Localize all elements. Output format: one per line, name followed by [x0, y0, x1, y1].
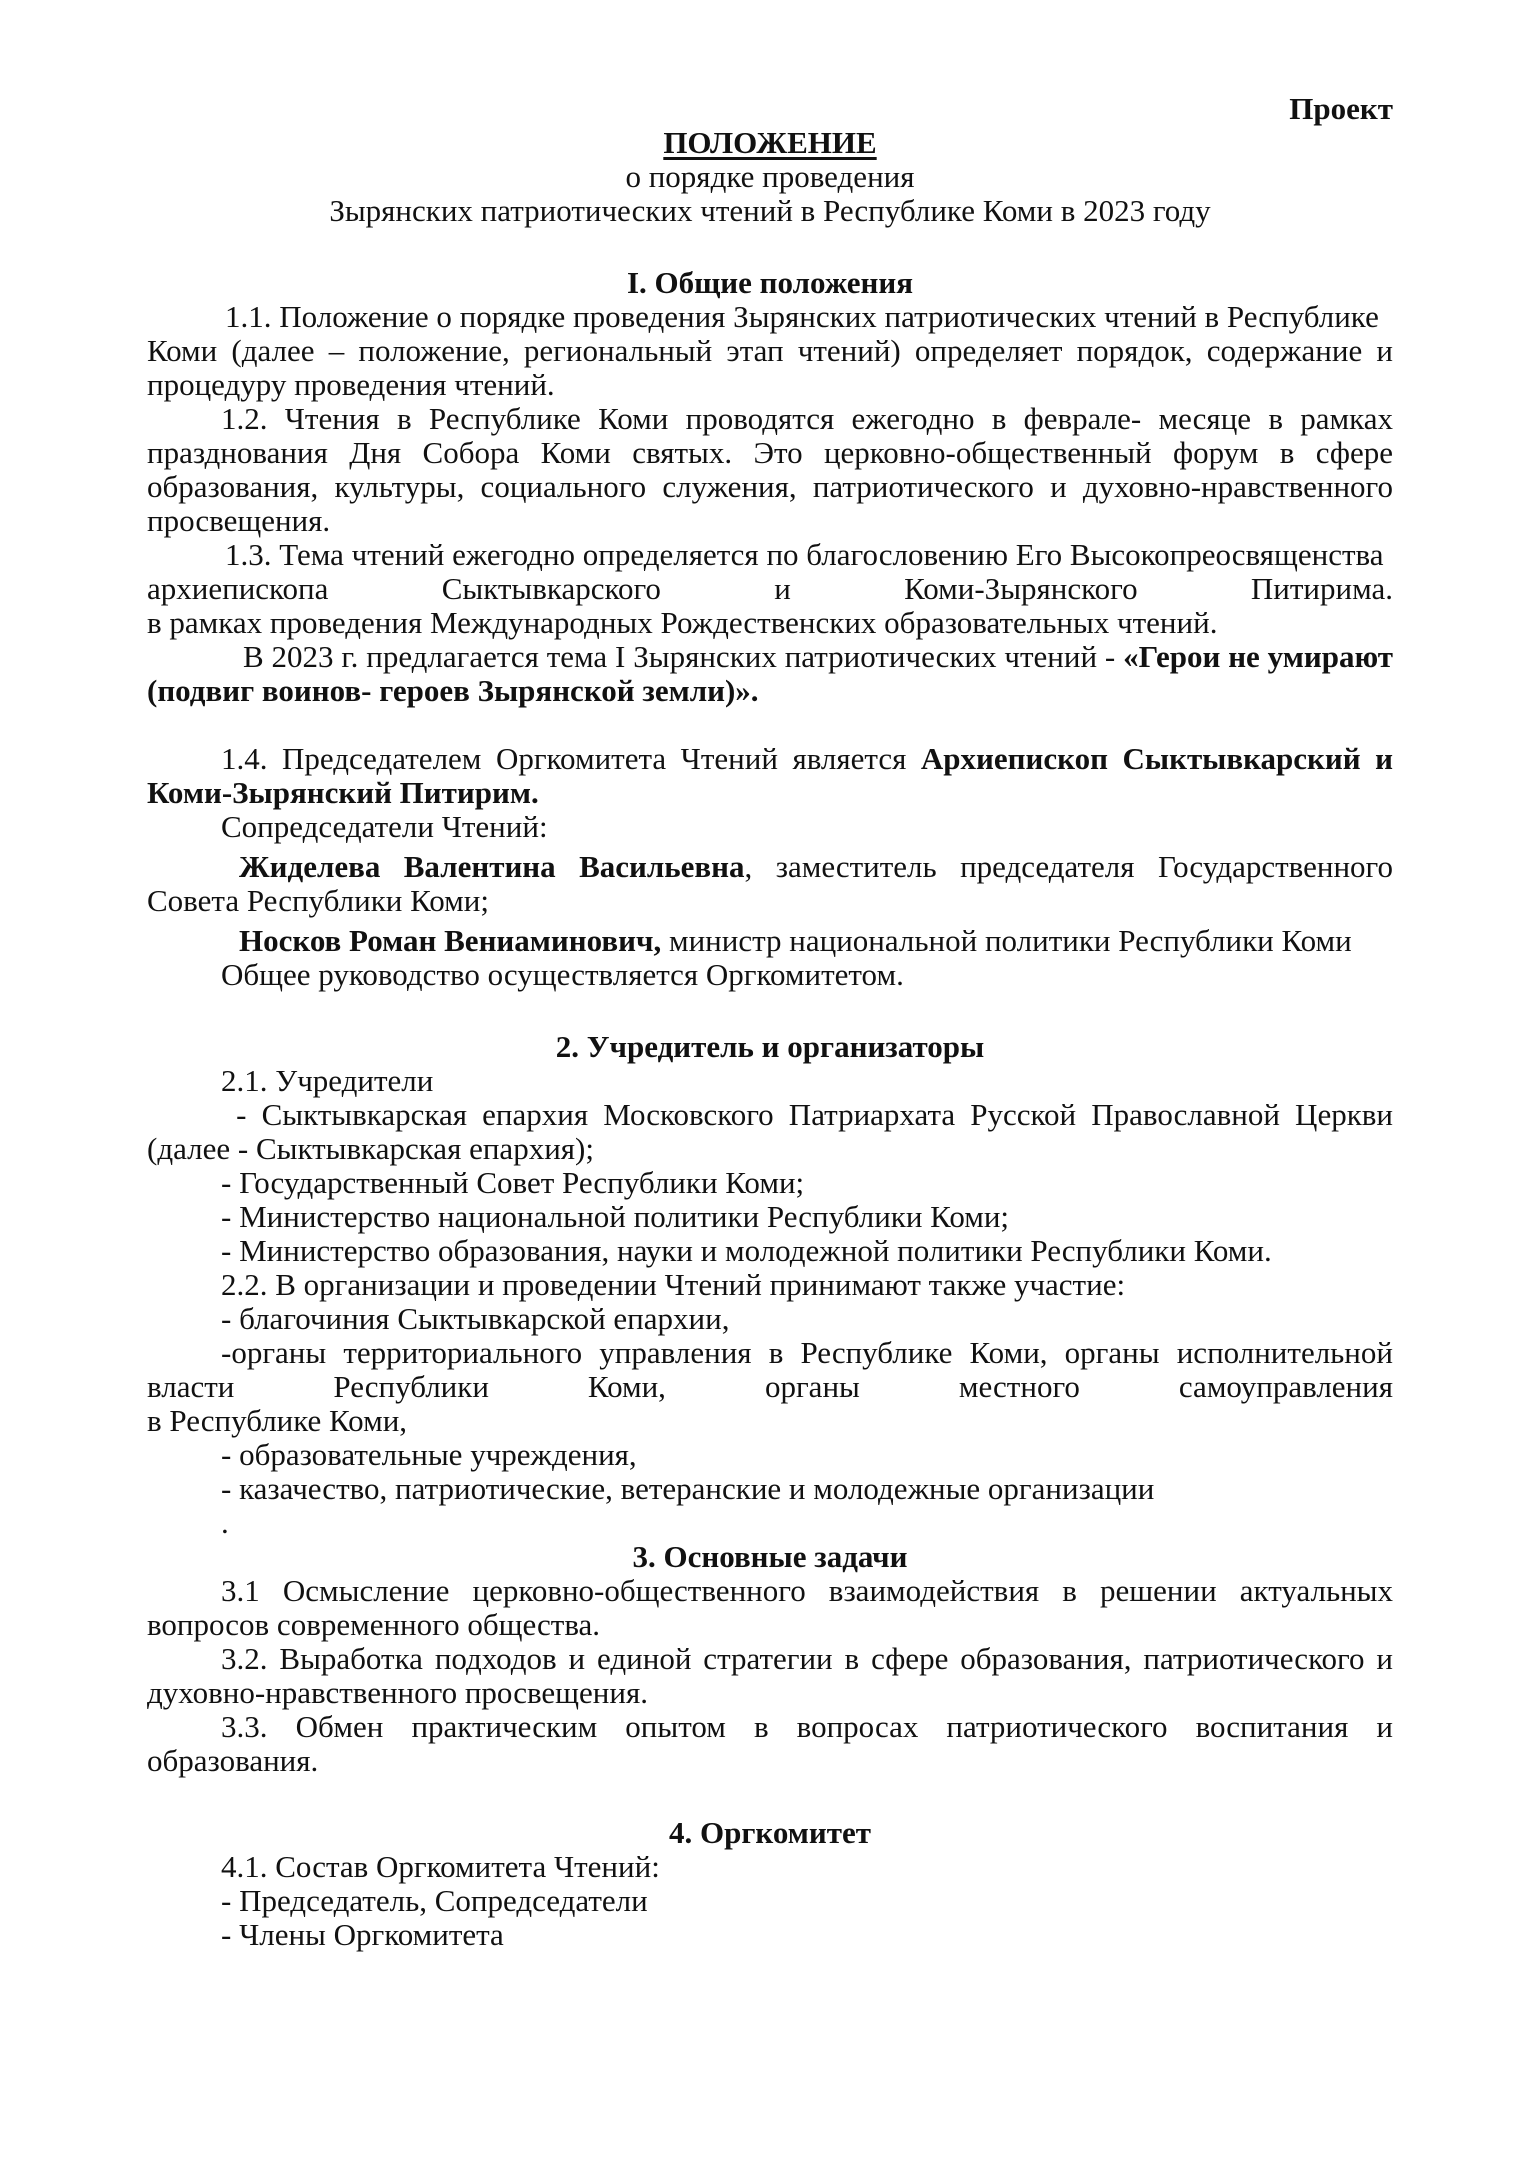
founder-1-line-1: - Сыктывкарская епархия Московского Патриархата Русской Православной Церкви [221, 1097, 1393, 1132]
theme-title: «Герои не умирают (подвиг воинов- героев Зырянской земли)». [147, 639, 1393, 708]
theme-intro: В 2023 г. предлагается тема I Зырянских патриотических чтений - [243, 639, 1124, 674]
document-subtitle-2: Зырянских патриотических чтений в Республике Коми в 2023 году [329, 193, 1211, 228]
para-1-1-line-1: 1.1. Положение о порядке проведения Зырянских патриотических чтений в Республике [225, 299, 1379, 334]
para-1-3-line-1: 1.3. Тема чтений ежегодно определяется по благословению Его Высокопреосвященства [225, 537, 1384, 572]
section-2-heading: 2. Учредитель и организаторы [555, 1029, 985, 1064]
section-4-heading: 4. Оргкомитет [669, 1815, 871, 1850]
co-chair-1 [147, 850, 1393, 918]
organizer-1: - благочиния Сыктывкарской епархии, [221, 1301, 730, 1336]
project-label: Проект [1289, 91, 1393, 126]
founder-2: - Государственный Совет Республики Коми; [221, 1165, 805, 1200]
organizer-3: - образовательные учреждения, [221, 1437, 637, 1472]
para-1-1-line-2: Коми (далее – положение, региональный этап чтений) определяет порядок, содержание и [147, 333, 1393, 368]
para-1-3-line-3: в рамках проведения Международных Рождественских образовательных чтений. [147, 605, 1218, 640]
theme-paragraph [147, 640, 1393, 708]
para-3-2: 3.2. Выработка подходов и единой стратегии в сфере образования, патриотического и духовно-нравственного просвещения. [147, 1641, 1393, 1710]
co-chair-2-role: министр национальной политики Республики Коми [661, 923, 1352, 958]
title-text: ПОЛОЖЕНИЕ [663, 125, 877, 160]
co-chair-2 [147, 924, 1393, 958]
stray-dot: . [221, 1505, 229, 1540]
founder-3: - Министерство национальной политики Республики Коми; [221, 1199, 1010, 1234]
document-title [147, 126, 1393, 160]
co-chair-2-name: Носков Роман Вениаминович, [239, 923, 662, 958]
document-subtitle-1: о порядке проведения [625, 159, 915, 194]
co-chairs-label: Сопредседатели Чтений: [221, 809, 548, 844]
general-management: Общее руководство осуществляется Оргкомитетом. [221, 957, 904, 992]
chairman-name: Архиепископ Сыктывкарский и Коми-Зырянский Питирим. [147, 741, 1393, 810]
para-1-3-line-2: архиепископа Сыктывкарского и Коми-Зырянского Питирима. [147, 571, 1393, 606]
para-2-2: 2.2. В организации и проведении Чтений принимают также участие: [221, 1267, 1126, 1302]
founder-1-line-2: (далее - Сыктывкарская епархия); [147, 1131, 594, 1166]
organizer-2-line-2: власти Республики Коми, органы местного самоуправления [147, 1369, 1393, 1404]
co-chair-1-name: Жиделева Валентина Васильевна [239, 849, 745, 884]
document-body [147, 92, 1393, 1952]
organizer-2-line-3: в Республике Коми, [147, 1403, 408, 1438]
para-1-1-line-3: процедуру проведения чтений. [147, 367, 555, 402]
committee-item-2: - Члены Оргкомитета [221, 1917, 504, 1952]
co-chair-1-role: , заместитель председателя Государственного Совета Республики Коми; [147, 849, 1393, 918]
organizer-2-line-1: -органы территориального управления в Республике Коми, органы исполнительной [221, 1335, 1393, 1370]
committee-item-1: - Председатель, Сопредседатели [221, 1883, 648, 1918]
organizer-4: - казачество, патриотические, ветеранские и молодежные организации [221, 1471, 1155, 1506]
para-1-4 [147, 742, 1393, 810]
para-1-2: 1.2. Чтения в Республике Коми проводятся ежегодно в феврале- месяце в рамках празднования Дня Собора Коми святых. Это церковно-общественный форум в сфере образования, культуры, социального служения, патриотического и духовно-нравственного просвещения. [147, 401, 1393, 538]
para-1-4-text: 1.4. Председателем Оргкомитета Чтений является [221, 741, 921, 776]
para-4-1: 4.1. Состав Оргкомитета Чтений: [221, 1849, 660, 1884]
para-3-1: 3.1 Осмысление церковно-общественного взаимодействия в решении актуальных вопросов современного общества. [147, 1573, 1393, 1642]
section-1-heading: I. Общие положения [626, 265, 914, 300]
para-2-1: 2.1. Учредители [221, 1063, 434, 1098]
section-3-heading: 3. Основные задачи [632, 1539, 908, 1574]
para-3-3: 3.3. Обмен практическим опытом в вопросах патриотического воспитания и образования. [147, 1709, 1393, 1778]
founder-4: - Министерство образования, науки и молодежной политики Республики Коми. [221, 1233, 1272, 1268]
